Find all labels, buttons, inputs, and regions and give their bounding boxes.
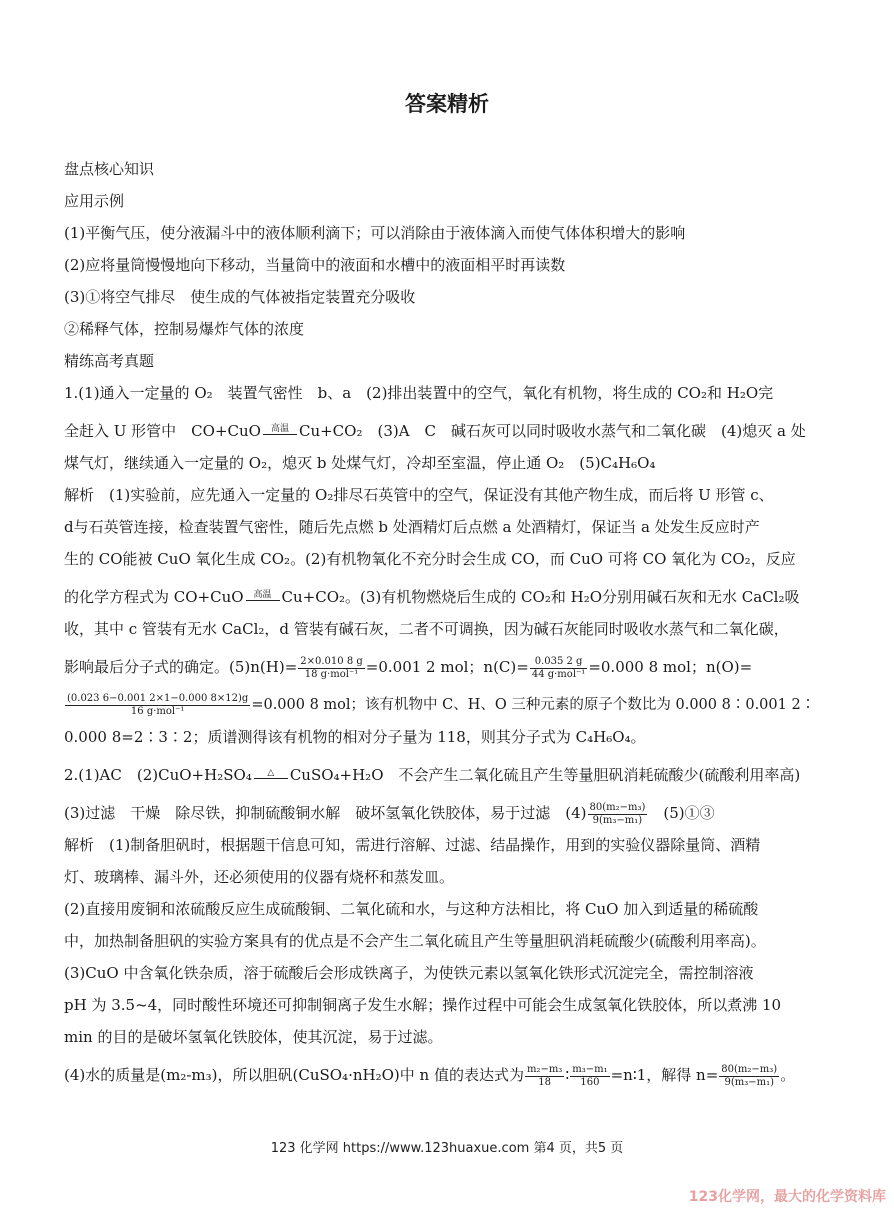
fraction	[298, 656, 365, 681]
text-segment: (3)过滤 干燥 除尽铁，抑制硫酸铜水解 破坏氢氧化铁胶体，易于过滤 (4)	[64, 804, 587, 822]
reaction-condition: 高温	[253, 589, 272, 600]
fraction	[719, 1064, 779, 1089]
fraction-numerator: 2×0.010 8 g	[300, 655, 363, 667]
page-footer: 123 化学网 https://www.123huaxue.com 第4 页，共5 页	[270, 1141, 624, 1156]
fraction-denominator: 44 g·mol⁻¹	[531, 668, 586, 680]
reaction-condition: △	[267, 767, 275, 778]
q1-explanation-line: 0.000 8=2∶3∶2；质谱测得该有机物的相对分子量为 118，则其分子式为 C₄H₆O₄。	[64, 728, 646, 746]
q1-explanation-line: 收，其中 c 管装有无水 CaCl₂，d 管装有碱石灰，二者不可调换，因为碱石灰能同时吸收水蒸气和二氧化碳，	[64, 620, 789, 638]
section-heading: 精练高考真题	[64, 352, 155, 370]
q1-answer-line: 1.(1)通入一定量的 O₂ 装置气密性 b、a (2)排出装置中的空气，氧化有机物，将生成的 CO₂和 H₂O完	[64, 384, 774, 402]
q1-answer-line: 煤气灯，继续通入一定量的 O₂，熄灭 b 处煤气灯，冷却至室温，停止通 O₂ (5)C₄H₆O₄	[64, 454, 656, 472]
fraction-denominator: 160	[580, 1076, 600, 1088]
q1-explanation-line: 解析 (1)实验前，应先通入一定量的 O₂排尽石英管中的空气，保证没有其他产物生成，而后将 U 形管 c、	[64, 486, 774, 504]
q1-explanation-line	[64, 578, 834, 616]
text-segment: Cu+CO₂。(3)有机物燃烧后生成的 CO₂和 H₂O分别用碱石灰和无水 CaCl₂吸	[281, 588, 800, 606]
reaction-arrow	[254, 768, 288, 785]
text-segment: =0.000 8 mol；该有机物中 C、H、O 三种元素的原子个数比为 0.000 8∶0.001 2∶	[251, 697, 816, 713]
fraction	[588, 802, 648, 827]
text-segment: =0.001 2 mol；n(C)=	[365, 658, 529, 676]
section-heading: 盘点核心知识	[64, 160, 155, 178]
q1-explanation-line: 生的 CO能被 CuO 氧化生成 CO₂。(2)有机物氧化不充分时会生成 CO，而 CuO 可将 CO 氧化为 CO₂，反应	[64, 550, 796, 568]
fraction-denominator: 9(m₃−m₁)	[592, 814, 643, 826]
q2-answer-line	[64, 794, 834, 832]
text-segment: 影响最后分子式的确定。(5)n(H)=	[64, 658, 298, 676]
q1-explanation-line	[64, 648, 834, 686]
text-segment: =0.000 8 mol；n(O)=	[588, 658, 753, 676]
text-segment: 2.(1)AC (2)CuO+H₂SO₄	[64, 766, 252, 784]
q2-explanation-line: 中，加热制备胆矾的实验方案具有的优点是不会产生二氧化硫且产生等量胆矾消耗硫酸少(硫酸利用率高)。	[64, 932, 766, 950]
text-segment: =n∶1，解得 n=	[610, 1066, 719, 1084]
answer-line: (1)平衡气压，使分液漏斗中的液体顺利滴下；可以消除由于液体滴入而使气体体积增大的影响	[64, 224, 686, 242]
fraction-denominator: 16 g·mol⁻¹	[130, 705, 185, 717]
text-segment: (4)水的质量是(m₂-m₃)，所以胆矾(CuSO₄·nH₂O)中 n 值的表达式为	[64, 1066, 524, 1084]
q2-explanation-line: 解析 (1)制备胆矾时，根据题干信息可知，需进行溶解、过滤、结晶操作，用到的实验仪器除量筒、酒精	[64, 836, 761, 854]
text-segment: (5)①③	[648, 804, 715, 822]
page-title: 答案精析	[405, 92, 489, 116]
fraction-numerator: 80(m₂−m₃)	[589, 801, 646, 813]
fraction	[525, 1064, 564, 1089]
fraction-denominator: 9(m₃−m₁)	[724, 1076, 774, 1088]
q1-explanation-line	[64, 686, 834, 724]
fraction-denominator: 18	[538, 1076, 551, 1088]
fraction-denominator: 18 g·mol⁻¹	[304, 668, 359, 680]
text-segment: CuSO₄+H₂O 不会产生二氧化硫且产生等量胆矾消耗硫酸少(硫酸利用率高)	[289, 766, 801, 784]
text-segment: ∶	[565, 1066, 570, 1084]
answer-body	[64, 156, 834, 1094]
answer-line: (3)①将空气排尽 使生成的气体被指定装置充分吸收	[64, 288, 416, 306]
section-heading: 应用示例	[64, 192, 125, 210]
fraction-numerator: m₃−m₁	[572, 1063, 608, 1075]
q2-explanation-line: pH 为 3.5~4，同时酸性环境还可抑制铜离子发生水解；操作过程中可能会生成氢氧化铁胶体，所以煮沸 10	[64, 996, 782, 1014]
answer-line: (2)应将量筒慢慢地向下移动，当量筒中的液面和水槽中的液面相平时再读数	[64, 256, 566, 274]
text-segment: 的化学方程式为 CO+CuO	[64, 588, 244, 606]
text-segment: 全赶入 U 形管中 CO+CuO	[64, 422, 261, 440]
q2-explanation-line: 灯、玻璃棒、漏斗外，还必须使用的仪器有烧杯和蒸发皿。	[64, 868, 455, 886]
q2-explanation-line: (2)直接用废铜和浓硫酸反应生成硫酸铜、二氧化硫和水，与这种方法相比，将 CuO 加入到适量的稀硫酸	[64, 900, 759, 918]
q2-explanation-line: min 的目的是破坏氢氧化铁胶体，使其沉淀，易于过滤。	[64, 1028, 443, 1046]
fraction-numerator: 80(m₂−m₃)	[721, 1063, 778, 1075]
fraction	[65, 693, 250, 718]
fraction-numerator: 0.035 2 g	[530, 656, 587, 669]
q1-explanation-line: d与石英管连接，检查装置气密性，随后先点燃 b 处酒精灯后点燃 a 处酒精灯，保证当 a 处发生反应时产	[64, 518, 760, 536]
answer-line: ②稀释气体，控制易爆炸气体的浓度	[64, 320, 305, 338]
text-segment: Cu+CO₂ (3)A C 碱石灰可以同时吸收水蒸气和二氧化碳 (4)熄灭 a 处	[298, 422, 806, 440]
reaction-condition: 高温	[270, 423, 289, 434]
q2-explanation-line: (3)CuO 中含氧化铁杂质，溶于硫酸后会形成铁离子，为使铁元素以氢氧化铁形式沉淀完全，需控制溶液	[64, 964, 754, 982]
fraction	[530, 656, 587, 681]
q1-answer-line	[64, 412, 834, 450]
q2-answer-line	[64, 756, 834, 794]
fraction	[570, 1064, 609, 1089]
q2-explanation-line	[64, 1056, 834, 1094]
watermark: 123化学网，最大的化学资料库	[688, 1189, 886, 1205]
fraction-numerator: m₂−m₃	[526, 1063, 563, 1075]
fraction-numerator: (0.023 6−0.001 2×1−0.000 8×12)g	[67, 692, 249, 704]
text-segment: 。	[780, 1066, 796, 1084]
reaction-arrow	[263, 424, 297, 441]
reaction-arrow	[246, 590, 280, 607]
